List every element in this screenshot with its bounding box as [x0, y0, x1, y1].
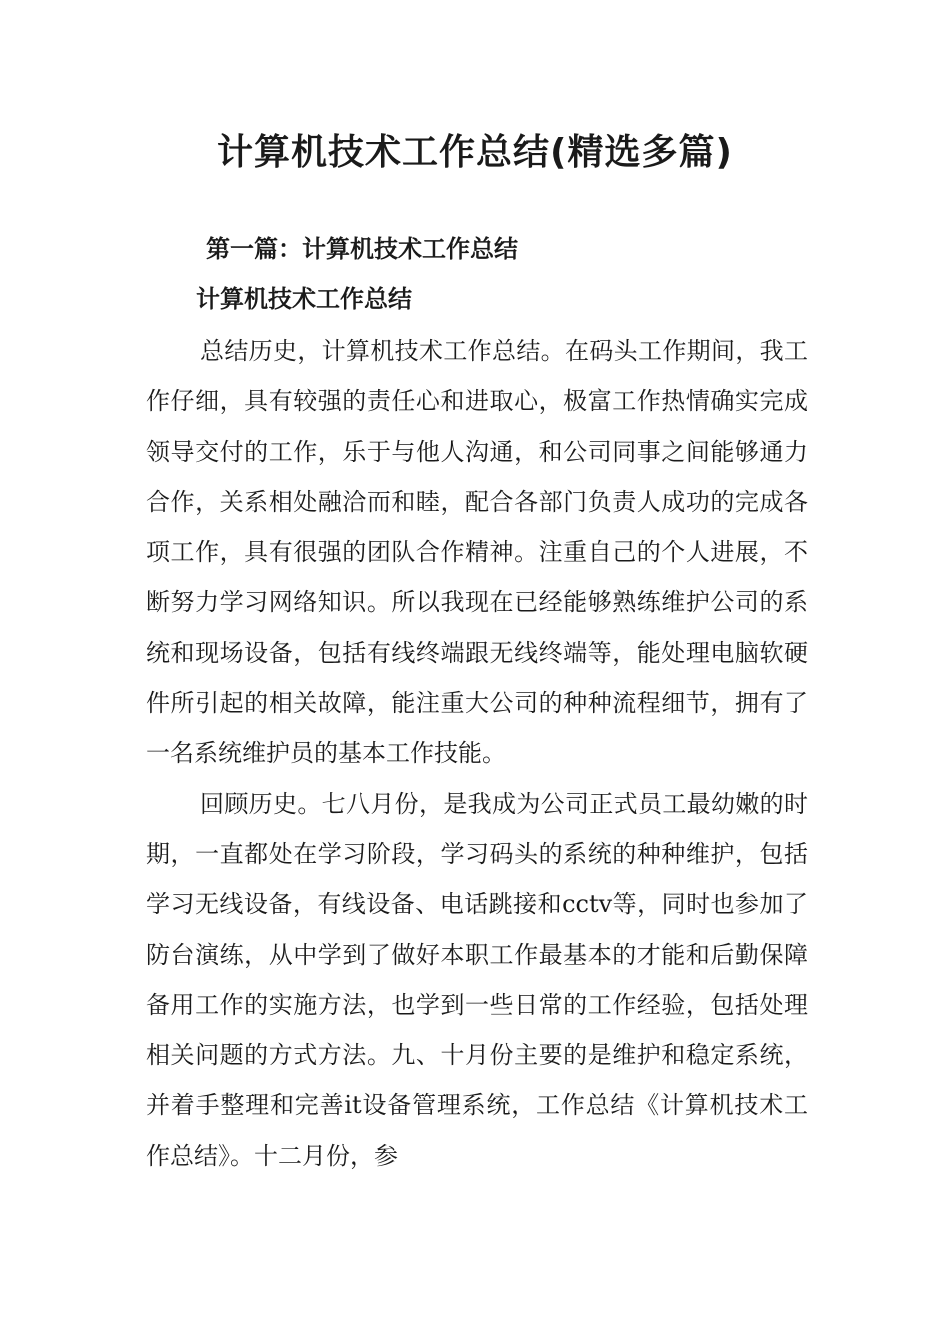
- section-heading: 第一篇：计算机技术工作总结: [206, 234, 518, 263]
- paragraph: 总结历史，计算机技术工作总结。在码头工作期间，我工作仔细，具有较强的责任心和进取心，极富工作热情确实完成领导交付的工作，乐于与他人沟通，和公司同事之间能够通力合作，关系相处融洽而和睦，配合各部门负责人成功的完成各项工作，具有很强的团队合作精神。注重自己的个人进展，不断努力学习网络知识。所以我现在已经能够熟练维护公司的系统和现场设备，包括有线终端跟无线终端等，能处理电脑软硬件所引起的相关故障，能注重大公司的种种流程细节，拥有了一名系统维护员的基本工作技能。: [146, 337, 808, 768]
- document-subheading: 计算机技术工作总结: [196, 284, 412, 313]
- paragraph: 回顾历史。七八月份，是我成为公司正式员工最幼嫩的时期，一直都处在学习阶段，学习码头的系统的种种维护，包括学习无线设备，有线设备、电话跳接和cctv等，同时也参加了防台演练，从中学到了做好本职工作最基本的才能和后勤保障备用工作的实施方法，也学到一些日常的工作经验，包括处理相关问题的方式方法。九、十月份主要的是维护和稳定系统，并着手整理和完善it设备管理系统，工作总结《计算机技术工作总结》。十二月份，参: [146, 789, 808, 1170]
- body-text: [146, 326, 808, 1181]
- document-title: 计算机技术工作总结(精选多篇): [217, 132, 733, 173]
